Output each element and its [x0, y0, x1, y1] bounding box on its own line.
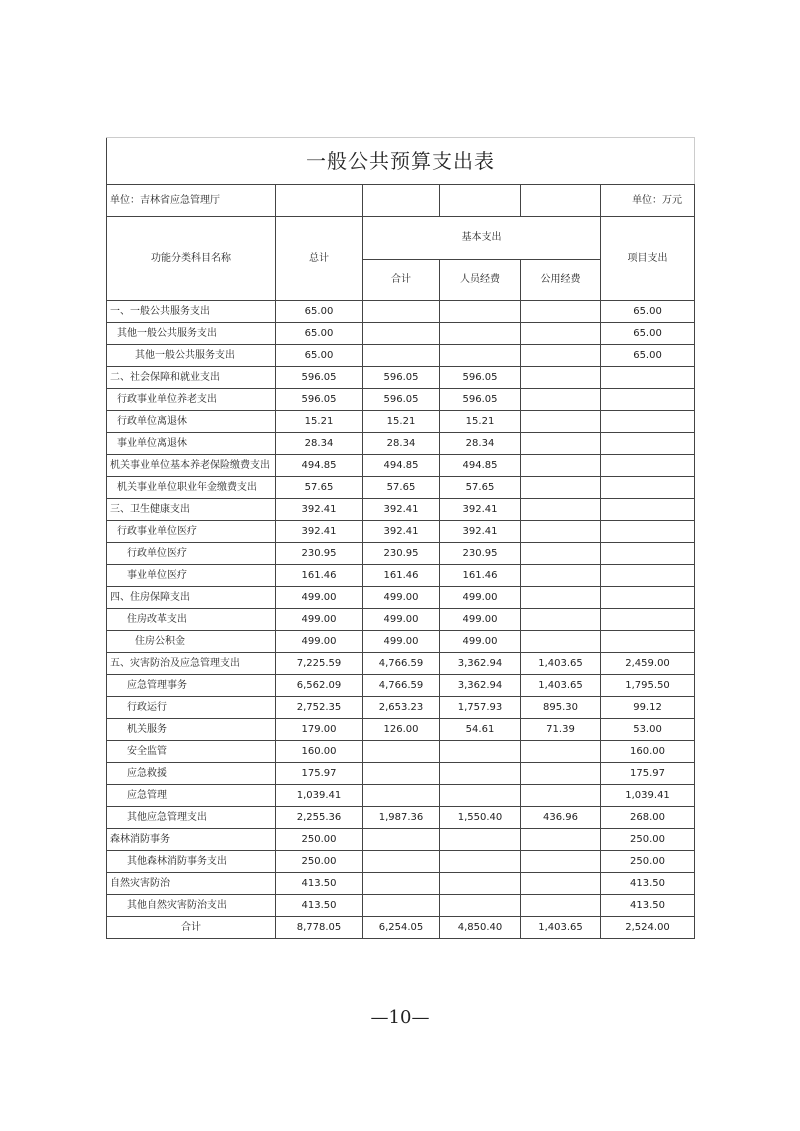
- cell-project: [601, 433, 695, 455]
- cell-sum: 230.95: [363, 543, 440, 565]
- cell-project: 53.00: [601, 719, 695, 741]
- cell-personnel: [440, 851, 521, 873]
- cell-public: [521, 565, 601, 587]
- cell-public: [521, 411, 601, 433]
- cell-personnel: 3,362.94: [440, 675, 521, 697]
- cell-project: 99.12: [601, 697, 695, 719]
- cell-project: 250.00: [601, 851, 695, 873]
- cell-personnel: 499.00: [440, 587, 521, 609]
- table-title: 一般公共预算支出表: [107, 138, 695, 185]
- cell-public: [521, 521, 601, 543]
- cell-public: [521, 499, 601, 521]
- cell-public: 1,403.65: [521, 653, 601, 675]
- row-name: 事业单位医疗: [107, 565, 276, 587]
- cell-public: [521, 851, 601, 873]
- cell-total: 499.00: [276, 587, 363, 609]
- cell-project: 160.00: [601, 741, 695, 763]
- table-row: [107, 785, 695, 807]
- row-name: 行政单位离退休: [107, 411, 276, 433]
- table-row: [107, 521, 695, 543]
- cell-personnel: 3,362.94: [440, 653, 521, 675]
- cell-sum: [363, 829, 440, 851]
- cell-sum: 161.46: [363, 565, 440, 587]
- cell-personnel: 494.85: [440, 455, 521, 477]
- unit-currency-label: 单位：万元: [601, 185, 695, 217]
- cell-personnel: [440, 323, 521, 345]
- cell-personnel: 15.21: [440, 411, 521, 433]
- cell-project: [601, 411, 695, 433]
- cell-sum: 499.00: [363, 587, 440, 609]
- table-row: [107, 301, 695, 323]
- cell-sum: [363, 763, 440, 785]
- cell-public: 895.30: [521, 697, 601, 719]
- cell-public: 1,403.65: [521, 675, 601, 697]
- cell-personnel: 596.05: [440, 389, 521, 411]
- cell-sum: 596.05: [363, 389, 440, 411]
- cell-sum: [363, 873, 440, 895]
- cell-total: 161.46: [276, 565, 363, 587]
- row-name: 行政运行: [107, 697, 276, 719]
- unit-blank-cell: [440, 185, 521, 217]
- cell-total: 499.00: [276, 631, 363, 653]
- table-row: [107, 851, 695, 873]
- cell-sum: [363, 323, 440, 345]
- page-number: —10—: [370, 1007, 430, 1028]
- cell-sum: 392.41: [363, 499, 440, 521]
- row-name: 一、一般公共服务支出: [107, 301, 276, 323]
- cell-public: [521, 433, 601, 455]
- cell-personnel: [440, 873, 521, 895]
- cell-personnel: 499.00: [440, 631, 521, 653]
- total-personnel: 4,850.40: [440, 917, 521, 939]
- cell-public: [521, 477, 601, 499]
- cell-sum: 499.00: [363, 631, 440, 653]
- cell-total: 160.00: [276, 741, 363, 763]
- row-name: 应急管理: [107, 785, 276, 807]
- cell-sum: 28.34: [363, 433, 440, 455]
- row-name: 应急管理事务: [107, 675, 276, 697]
- cell-personnel: 161.46: [440, 565, 521, 587]
- cell-project: [601, 565, 695, 587]
- cell-total: 494.85: [276, 455, 363, 477]
- cell-personnel: 54.61: [440, 719, 521, 741]
- table-row: [107, 653, 695, 675]
- row-name: 机关服务: [107, 719, 276, 741]
- cell-public: 436.96: [521, 807, 601, 829]
- table-row: [107, 697, 695, 719]
- unit-blank-cell: [276, 185, 363, 217]
- cell-public: [521, 873, 601, 895]
- cell-total: 499.00: [276, 609, 363, 631]
- cell-project: [601, 543, 695, 565]
- cell-public: [521, 785, 601, 807]
- cell-personnel: 596.05: [440, 367, 521, 389]
- cell-public: [521, 631, 601, 653]
- table-row: [107, 829, 695, 851]
- cell-public: [521, 301, 601, 323]
- table-row: [107, 389, 695, 411]
- row-name: 住房公积金: [107, 631, 276, 653]
- cell-project: [601, 367, 695, 389]
- header-personnel: 人员经费: [440, 260, 521, 301]
- cell-project: [601, 609, 695, 631]
- cell-sum: 1,987.36: [363, 807, 440, 829]
- row-name: 其他一般公共服务支出: [107, 345, 276, 367]
- cell-total: 250.00: [276, 851, 363, 873]
- cell-personnel: [440, 345, 521, 367]
- table-row: [107, 367, 695, 389]
- table-row: [107, 609, 695, 631]
- table-row: [107, 741, 695, 763]
- cell-total: 596.05: [276, 389, 363, 411]
- cell-total: 596.05: [276, 367, 363, 389]
- cell-sum: [363, 345, 440, 367]
- row-name: 安全监管: [107, 741, 276, 763]
- cell-public: [521, 829, 601, 851]
- header-name: 功能分类科目名称: [107, 217, 276, 301]
- cell-project: [601, 455, 695, 477]
- cell-total: 65.00: [276, 345, 363, 367]
- cell-total: 65.00: [276, 301, 363, 323]
- cell-public: [521, 367, 601, 389]
- cell-total: 28.34: [276, 433, 363, 455]
- cell-project: 2,459.00: [601, 653, 695, 675]
- row-name: 其他自然灾害防治支出: [107, 895, 276, 917]
- cell-sum: [363, 785, 440, 807]
- table-row: [107, 565, 695, 587]
- row-name: 其他森林消防事务支出: [107, 851, 276, 873]
- cell-personnel: 499.00: [440, 609, 521, 631]
- cell-sum: 15.21: [363, 411, 440, 433]
- cell-project: [601, 521, 695, 543]
- row-name: 其他应急管理支出: [107, 807, 276, 829]
- cell-project: [601, 477, 695, 499]
- row-name: 五、灾害防治及应急管理支出: [107, 653, 276, 675]
- header-project: 项目支出: [601, 217, 695, 301]
- unit-blank-cell: [521, 185, 601, 217]
- cell-sum: 126.00: [363, 719, 440, 741]
- table-row: [107, 631, 695, 653]
- table-row: [107, 499, 695, 521]
- cell-sum: 4,766.59: [363, 675, 440, 697]
- cell-personnel: [440, 829, 521, 851]
- row-name: 其他一般公共服务支出: [107, 323, 276, 345]
- table-row: [107, 411, 695, 433]
- cell-project: 268.00: [601, 807, 695, 829]
- cell-sum: 499.00: [363, 609, 440, 631]
- row-name: 二、社会保障和就业支出: [107, 367, 276, 389]
- cell-project: 1,795.50: [601, 675, 695, 697]
- cell-total: 392.41: [276, 521, 363, 543]
- cell-total: 2,255.36: [276, 807, 363, 829]
- cell-total: 179.00: [276, 719, 363, 741]
- cell-personnel: 1,757.93: [440, 697, 521, 719]
- cell-total: 6,562.09: [276, 675, 363, 697]
- cell-total: 413.50: [276, 895, 363, 917]
- budget-table: [106, 137, 695, 939]
- unit-blank-cell: [363, 185, 440, 217]
- cell-total: 250.00: [276, 829, 363, 851]
- cell-public: [521, 741, 601, 763]
- totals-label: 合计: [107, 917, 276, 939]
- cell-total: 175.97: [276, 763, 363, 785]
- cell-public: [521, 543, 601, 565]
- cell-public: [521, 609, 601, 631]
- row-name: 机关事业单位基本养老保险缴费支出: [107, 455, 276, 477]
- cell-total: 2,752.35: [276, 697, 363, 719]
- row-name: 行政单位医疗: [107, 543, 276, 565]
- cell-sum: [363, 301, 440, 323]
- cell-personnel: 392.41: [440, 521, 521, 543]
- cell-project: 65.00: [601, 323, 695, 345]
- cell-sum: [363, 851, 440, 873]
- cell-public: [521, 323, 601, 345]
- totals-row: [107, 917, 695, 939]
- row-name: 应急救援: [107, 763, 276, 785]
- cell-public: [521, 455, 601, 477]
- row-name: 行政事业单位医疗: [107, 521, 276, 543]
- table-row: [107, 895, 695, 917]
- cell-personnel: 57.65: [440, 477, 521, 499]
- cell-sum: 494.85: [363, 455, 440, 477]
- table-row: [107, 807, 695, 829]
- header-public: 公用经费: [521, 260, 601, 301]
- cell-total: 57.65: [276, 477, 363, 499]
- table-row: [107, 763, 695, 785]
- cell-project: 175.97: [601, 763, 695, 785]
- header-total: 总计: [276, 217, 363, 301]
- cell-project: [601, 631, 695, 653]
- cell-total: 65.00: [276, 323, 363, 345]
- row-name: 住房改革支出: [107, 609, 276, 631]
- cell-sum: 57.65: [363, 477, 440, 499]
- table-row: [107, 587, 695, 609]
- row-name: 事业单位离退休: [107, 433, 276, 455]
- cell-personnel: 392.41: [440, 499, 521, 521]
- row-name: 三、卫生健康支出: [107, 499, 276, 521]
- cell-total: 392.41: [276, 499, 363, 521]
- cell-public: [521, 895, 601, 917]
- cell-sum: [363, 895, 440, 917]
- table-row: [107, 455, 695, 477]
- cell-personnel: [440, 763, 521, 785]
- cell-public: [521, 587, 601, 609]
- table-row: [107, 543, 695, 565]
- cell-sum: 392.41: [363, 521, 440, 543]
- cell-personnel: [440, 895, 521, 917]
- header-basic: 基本支出: [363, 217, 601, 260]
- cell-project: 65.00: [601, 345, 695, 367]
- cell-sum: 4,766.59: [363, 653, 440, 675]
- cell-sum: [363, 741, 440, 763]
- cell-project: 250.00: [601, 829, 695, 851]
- table-row: [107, 345, 695, 367]
- total-project: 2,524.00: [601, 917, 695, 939]
- cell-personnel: [440, 785, 521, 807]
- budget-table-sheet: [106, 137, 694, 939]
- cell-personnel: [440, 741, 521, 763]
- cell-project: [601, 389, 695, 411]
- cell-project: 413.50: [601, 873, 695, 895]
- cell-sum: 2,653.23: [363, 697, 440, 719]
- table-row: [107, 873, 695, 895]
- cell-public: [521, 389, 601, 411]
- cell-total: 15.21: [276, 411, 363, 433]
- unit-org-label: 单位：吉林省应急管理厅: [107, 185, 276, 217]
- table-row: [107, 433, 695, 455]
- cell-personnel: 28.34: [440, 433, 521, 455]
- row-name: 自然灾害防治: [107, 873, 276, 895]
- cell-project: 65.00: [601, 301, 695, 323]
- cell-personnel: [440, 301, 521, 323]
- total-sum: 6,254.05: [363, 917, 440, 939]
- table-row: [107, 323, 695, 345]
- cell-public: [521, 763, 601, 785]
- table-row: [107, 477, 695, 499]
- total-total: 8,778.05: [276, 917, 363, 939]
- cell-sum: 596.05: [363, 367, 440, 389]
- cell-total: 230.95: [276, 543, 363, 565]
- row-name: 森林消防事务: [107, 829, 276, 851]
- total-public: 1,403.65: [521, 917, 601, 939]
- cell-total: 1,039.41: [276, 785, 363, 807]
- cell-personnel: 1,550.40: [440, 807, 521, 829]
- row-name: 行政事业单位养老支出: [107, 389, 276, 411]
- cell-project: [601, 499, 695, 521]
- cell-project: 1,039.41: [601, 785, 695, 807]
- cell-public: [521, 345, 601, 367]
- cell-project: [601, 587, 695, 609]
- row-name: 四、住房保障支出: [107, 587, 276, 609]
- table-row: [107, 675, 695, 697]
- header-sum: 合计: [363, 260, 440, 301]
- cell-total: 7,225.59: [276, 653, 363, 675]
- row-name: 机关事业单位职业年金缴费支出: [107, 477, 276, 499]
- table-row: [107, 719, 695, 741]
- cell-project: 413.50: [601, 895, 695, 917]
- cell-personnel: 230.95: [440, 543, 521, 565]
- cell-total: 413.50: [276, 873, 363, 895]
- cell-public: 71.39: [521, 719, 601, 741]
